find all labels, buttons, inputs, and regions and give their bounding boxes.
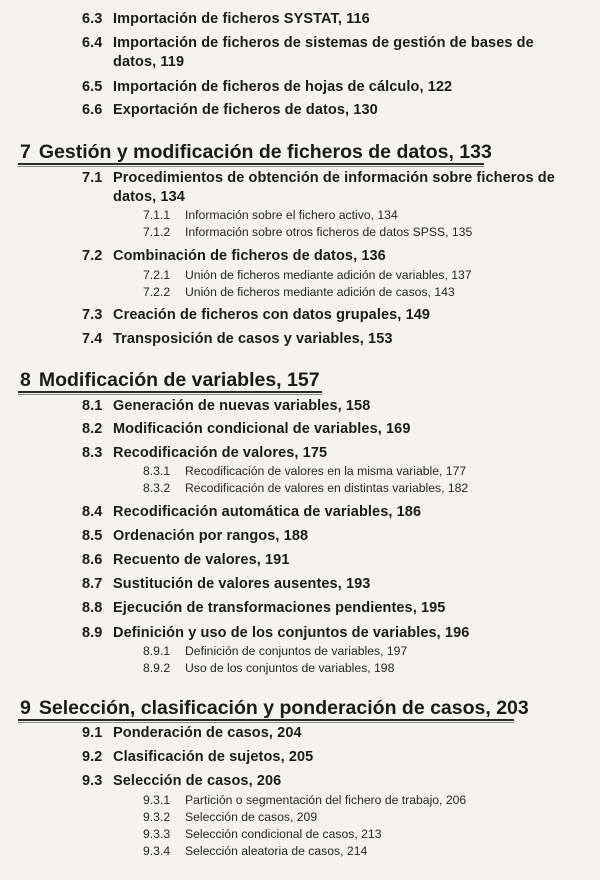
section-title: Modificación condicional de variables, 169 xyxy=(113,421,411,437)
section-title: Recuento de valores, 191 xyxy=(113,552,290,568)
toc-chapter-7 xyxy=(20,141,492,163)
section-number: 8.6 xyxy=(82,552,103,568)
subsection-title: Recodificación de valores en distintas variables, 182 xyxy=(185,481,469,495)
section-title: Importación de ficheros de hojas de cálculo, 122 xyxy=(113,79,453,95)
section-number: 8.7 xyxy=(82,576,103,592)
section-number: 6.3 xyxy=(82,11,103,27)
subsection-title: Uso de los conjuntos de variables, 198 xyxy=(185,661,395,675)
chapter-title: Gestión y modificación de ficheros de datos, 133 xyxy=(38,141,492,163)
section-number: 7.3 xyxy=(82,307,103,323)
subsection-title: Selección condicional de casos, 213 xyxy=(185,827,382,841)
subsection-number: 7.1.1 xyxy=(143,208,171,222)
chapter-number: 8 xyxy=(20,369,31,391)
subsection-title: Selección aleatoria de casos, 214 xyxy=(185,844,368,858)
chapter-title: Selección, clasificación y ponderación de casos, 203 xyxy=(38,697,529,719)
chapter-title: Modificación de variables, 157 xyxy=(38,369,320,391)
section-title: Ordenación por rangos, 188 xyxy=(113,528,309,544)
toc-chapter-8 xyxy=(20,369,320,391)
subsection-number: 9.3.1 xyxy=(143,793,171,807)
toc-chapter-9 xyxy=(20,697,529,719)
section-number: 6.6 xyxy=(82,102,103,118)
section-title: Recodificación de valores, 175 xyxy=(113,445,328,461)
subsection-title: Información sobre el fichero activo, 134 xyxy=(185,208,398,222)
section-title: Ponderación de casos, 204 xyxy=(113,725,302,741)
chapter-rule xyxy=(18,719,514,721)
subsection-title: Información sobre otros ficheros de datos SPSS, 135 xyxy=(185,225,473,239)
section-number: 8.8 xyxy=(82,600,103,616)
section-number: 7.2 xyxy=(82,248,103,264)
section-title: Creación de ficheros con datos grupales, 149 xyxy=(113,307,431,323)
chapter-number: 7 xyxy=(20,141,31,163)
chapter-number: 9 xyxy=(20,697,31,719)
section-title-continuation: datos, 134 xyxy=(113,189,185,205)
subsection-number: 8.9.1 xyxy=(143,644,171,658)
subsection-number: 8.3.2 xyxy=(143,481,171,495)
section-title: Importación de ficheros de sistemas de gestión de bases de xyxy=(113,35,534,51)
section-title: Exportación de ficheros de datos, 130 xyxy=(113,102,378,118)
section-number: 8.4 xyxy=(82,504,103,520)
section-title: Definición y uso de los conjuntos de variables, 196 xyxy=(113,625,470,641)
section-number: 8.9 xyxy=(82,625,103,641)
section-title: Clasificación de sujetos, 205 xyxy=(113,749,314,765)
section-title: Sustitución de valores ausentes, 193 xyxy=(113,576,371,592)
section-number: 8.2 xyxy=(82,421,103,437)
section-title: Combinación de ficheros de datos, 136 xyxy=(113,248,386,264)
subsection-title: Unión de ficheros mediante adición de casos, 143 xyxy=(185,285,455,299)
section-number: 9.3 xyxy=(82,773,103,789)
section-title: Generación de nuevas variables, 158 xyxy=(113,398,371,414)
section-number: 6.5 xyxy=(82,79,103,95)
section-number: 9.2 xyxy=(82,749,103,765)
section-title: Ejecución de transformaciones pendientes, 195 xyxy=(113,600,446,616)
section-title: Importación de ficheros SYSTAT, 116 xyxy=(113,11,370,27)
subsection-title: Recodificación de valores en la misma variable, 177 xyxy=(185,464,467,478)
section-number: 6.4 xyxy=(82,35,103,51)
subsection-number: 9.3.4 xyxy=(143,844,171,858)
subsection-number: 7.2.1 xyxy=(143,268,171,282)
subsection-number: 7.1.2 xyxy=(143,225,171,239)
subsection-number: 8.3.1 xyxy=(143,464,171,478)
subsection-number: 8.9.2 xyxy=(143,661,171,675)
section-number: 8.3 xyxy=(82,445,103,461)
subsection-number: 9.3.2 xyxy=(143,810,171,824)
section-title: Selección de casos, 206 xyxy=(113,773,282,789)
chapter-rule xyxy=(18,163,484,165)
section-title: Transposición de casos y variables, 153 xyxy=(113,331,393,347)
subsection-number: 9.3.3 xyxy=(143,827,171,841)
section-title: Procedimientos de obtención de información sobre ficheros de xyxy=(113,170,555,186)
section-number: 7.1 xyxy=(82,170,103,186)
subsection-title: Partición o segmentación del fichero de trabajo, 206 xyxy=(185,793,467,807)
chapter-rule xyxy=(18,391,322,393)
subsection-number: 7.2.2 xyxy=(143,285,171,299)
section-number: 9.1 xyxy=(82,725,103,741)
subsection-title: Unión de ficheros mediante adición de variables, 137 xyxy=(185,268,472,282)
section-number: 8.5 xyxy=(82,528,103,544)
section-number: 7.4 xyxy=(82,331,103,347)
section-number: 8.1 xyxy=(82,398,103,414)
section-title: Recodificación automática de variables, 186 xyxy=(113,504,422,520)
section-title-continuation: datos, 119 xyxy=(113,54,185,70)
subsection-title: Definición de conjuntos de variables, 197 xyxy=(185,644,408,658)
subsection-title: Selección de casos, 209 xyxy=(185,810,318,824)
